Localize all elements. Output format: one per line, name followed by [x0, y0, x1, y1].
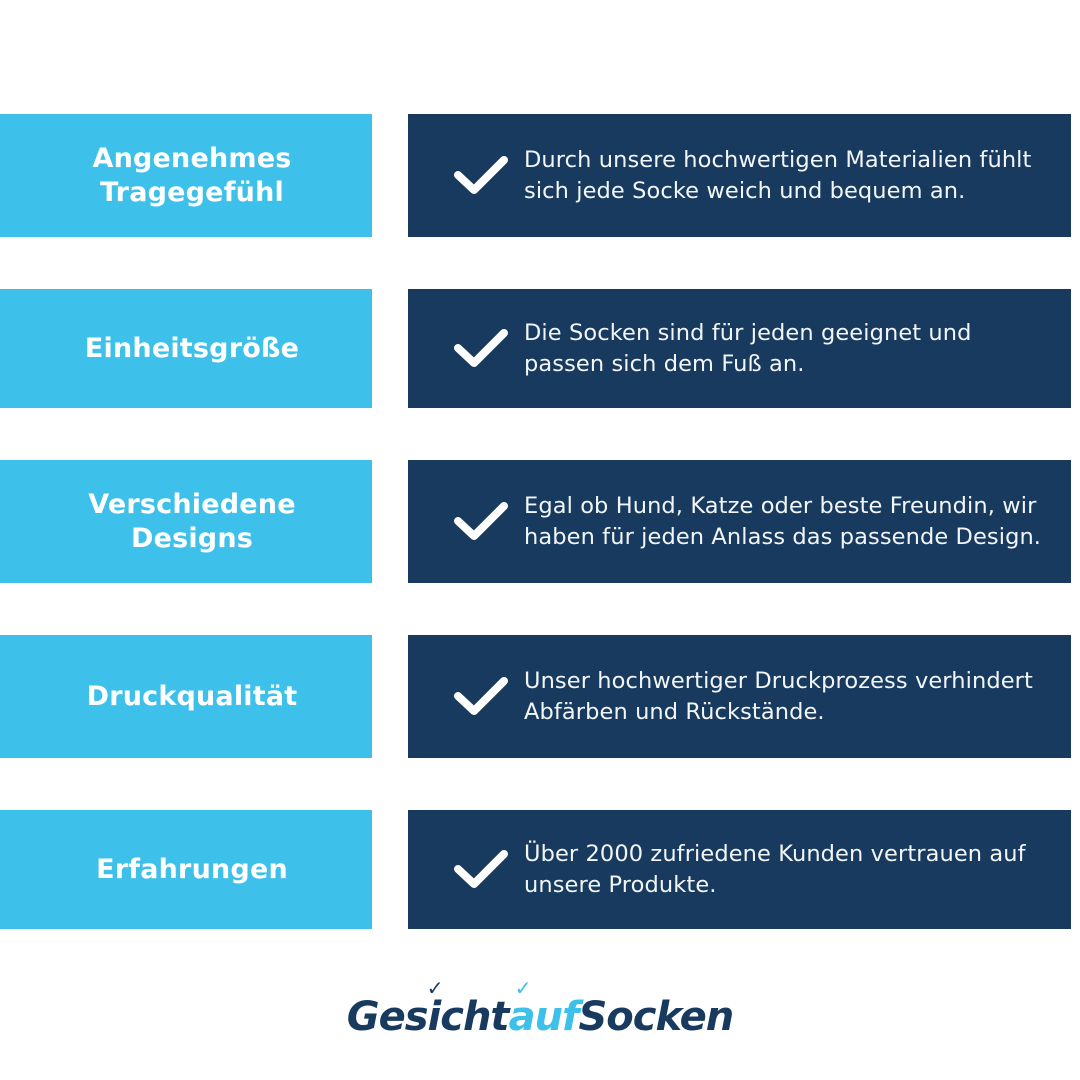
footer: [0, 976, 1080, 1040]
feature-label-box: [0, 114, 372, 237]
row-spacer: [372, 635, 408, 758]
feature-description: Durch unsere hochwertigen Materialien fühlt sich jede Socke weich und bequem an.: [524, 146, 1032, 204]
feature-description-box: [408, 460, 1071, 583]
feature-label-box: [0, 810, 372, 929]
feature-label: Druckqualität: [86, 680, 298, 712]
feature-label-box: [0, 289, 372, 408]
feature-rows: [0, 114, 1080, 981]
feature-row: [0, 635, 1080, 758]
sock-doodle-icon: ✓: [426, 976, 444, 1000]
feature-label: Verschiedene Designs: [88, 488, 296, 554]
feature-label-box: [0, 635, 372, 758]
feature-description-box: [408, 635, 1071, 758]
feature-row: [0, 289, 1080, 408]
feature-description: Die Socken sind für jeden geeignet und passen sich dem Fuß an.: [524, 319, 972, 377]
row-spacer: [372, 289, 408, 408]
feature-label: Einheitsgröße: [84, 332, 300, 364]
check-icon: [438, 328, 524, 370]
row-spacer: [372, 810, 408, 929]
feature-description-box: [408, 114, 1071, 237]
brand-logo: [346, 976, 734, 1040]
feature-row: [0, 114, 1080, 237]
row-spacer: [372, 114, 408, 237]
feature-description: Unser hochwertiger Druckprozess verhindert Abfärben und Rückstände.: [524, 667, 1033, 725]
feature-label: Angenehmes Tragegefühl: [92, 142, 292, 208]
feature-label-box: [0, 460, 372, 583]
sock-doodle-icon-2: ✓: [514, 976, 532, 1000]
feature-description: Egal ob Hund, Katze oder beste Freundin, wir haben für jeden Anlass das passende Design.: [524, 492, 1042, 550]
feature-label: Erfahrungen: [96, 853, 288, 885]
check-icon: [438, 676, 524, 718]
check-icon: [438, 501, 524, 543]
brand-part-3: Socken: [578, 994, 734, 1040]
brand-part-1: Gesicht: [346, 994, 509, 1040]
check-icon: [438, 849, 524, 891]
feature-row: [0, 810, 1080, 929]
feature-description-box: [408, 810, 1071, 929]
brand-part-2: auf: [508, 994, 579, 1040]
check-icon: [438, 155, 524, 197]
feature-description: Über 2000 zufriedene Kunden vertrauen auf unsere Produkte.: [524, 840, 1026, 898]
row-spacer: [372, 460, 408, 583]
feature-row: [0, 460, 1080, 583]
feature-description-box: [408, 289, 1071, 408]
